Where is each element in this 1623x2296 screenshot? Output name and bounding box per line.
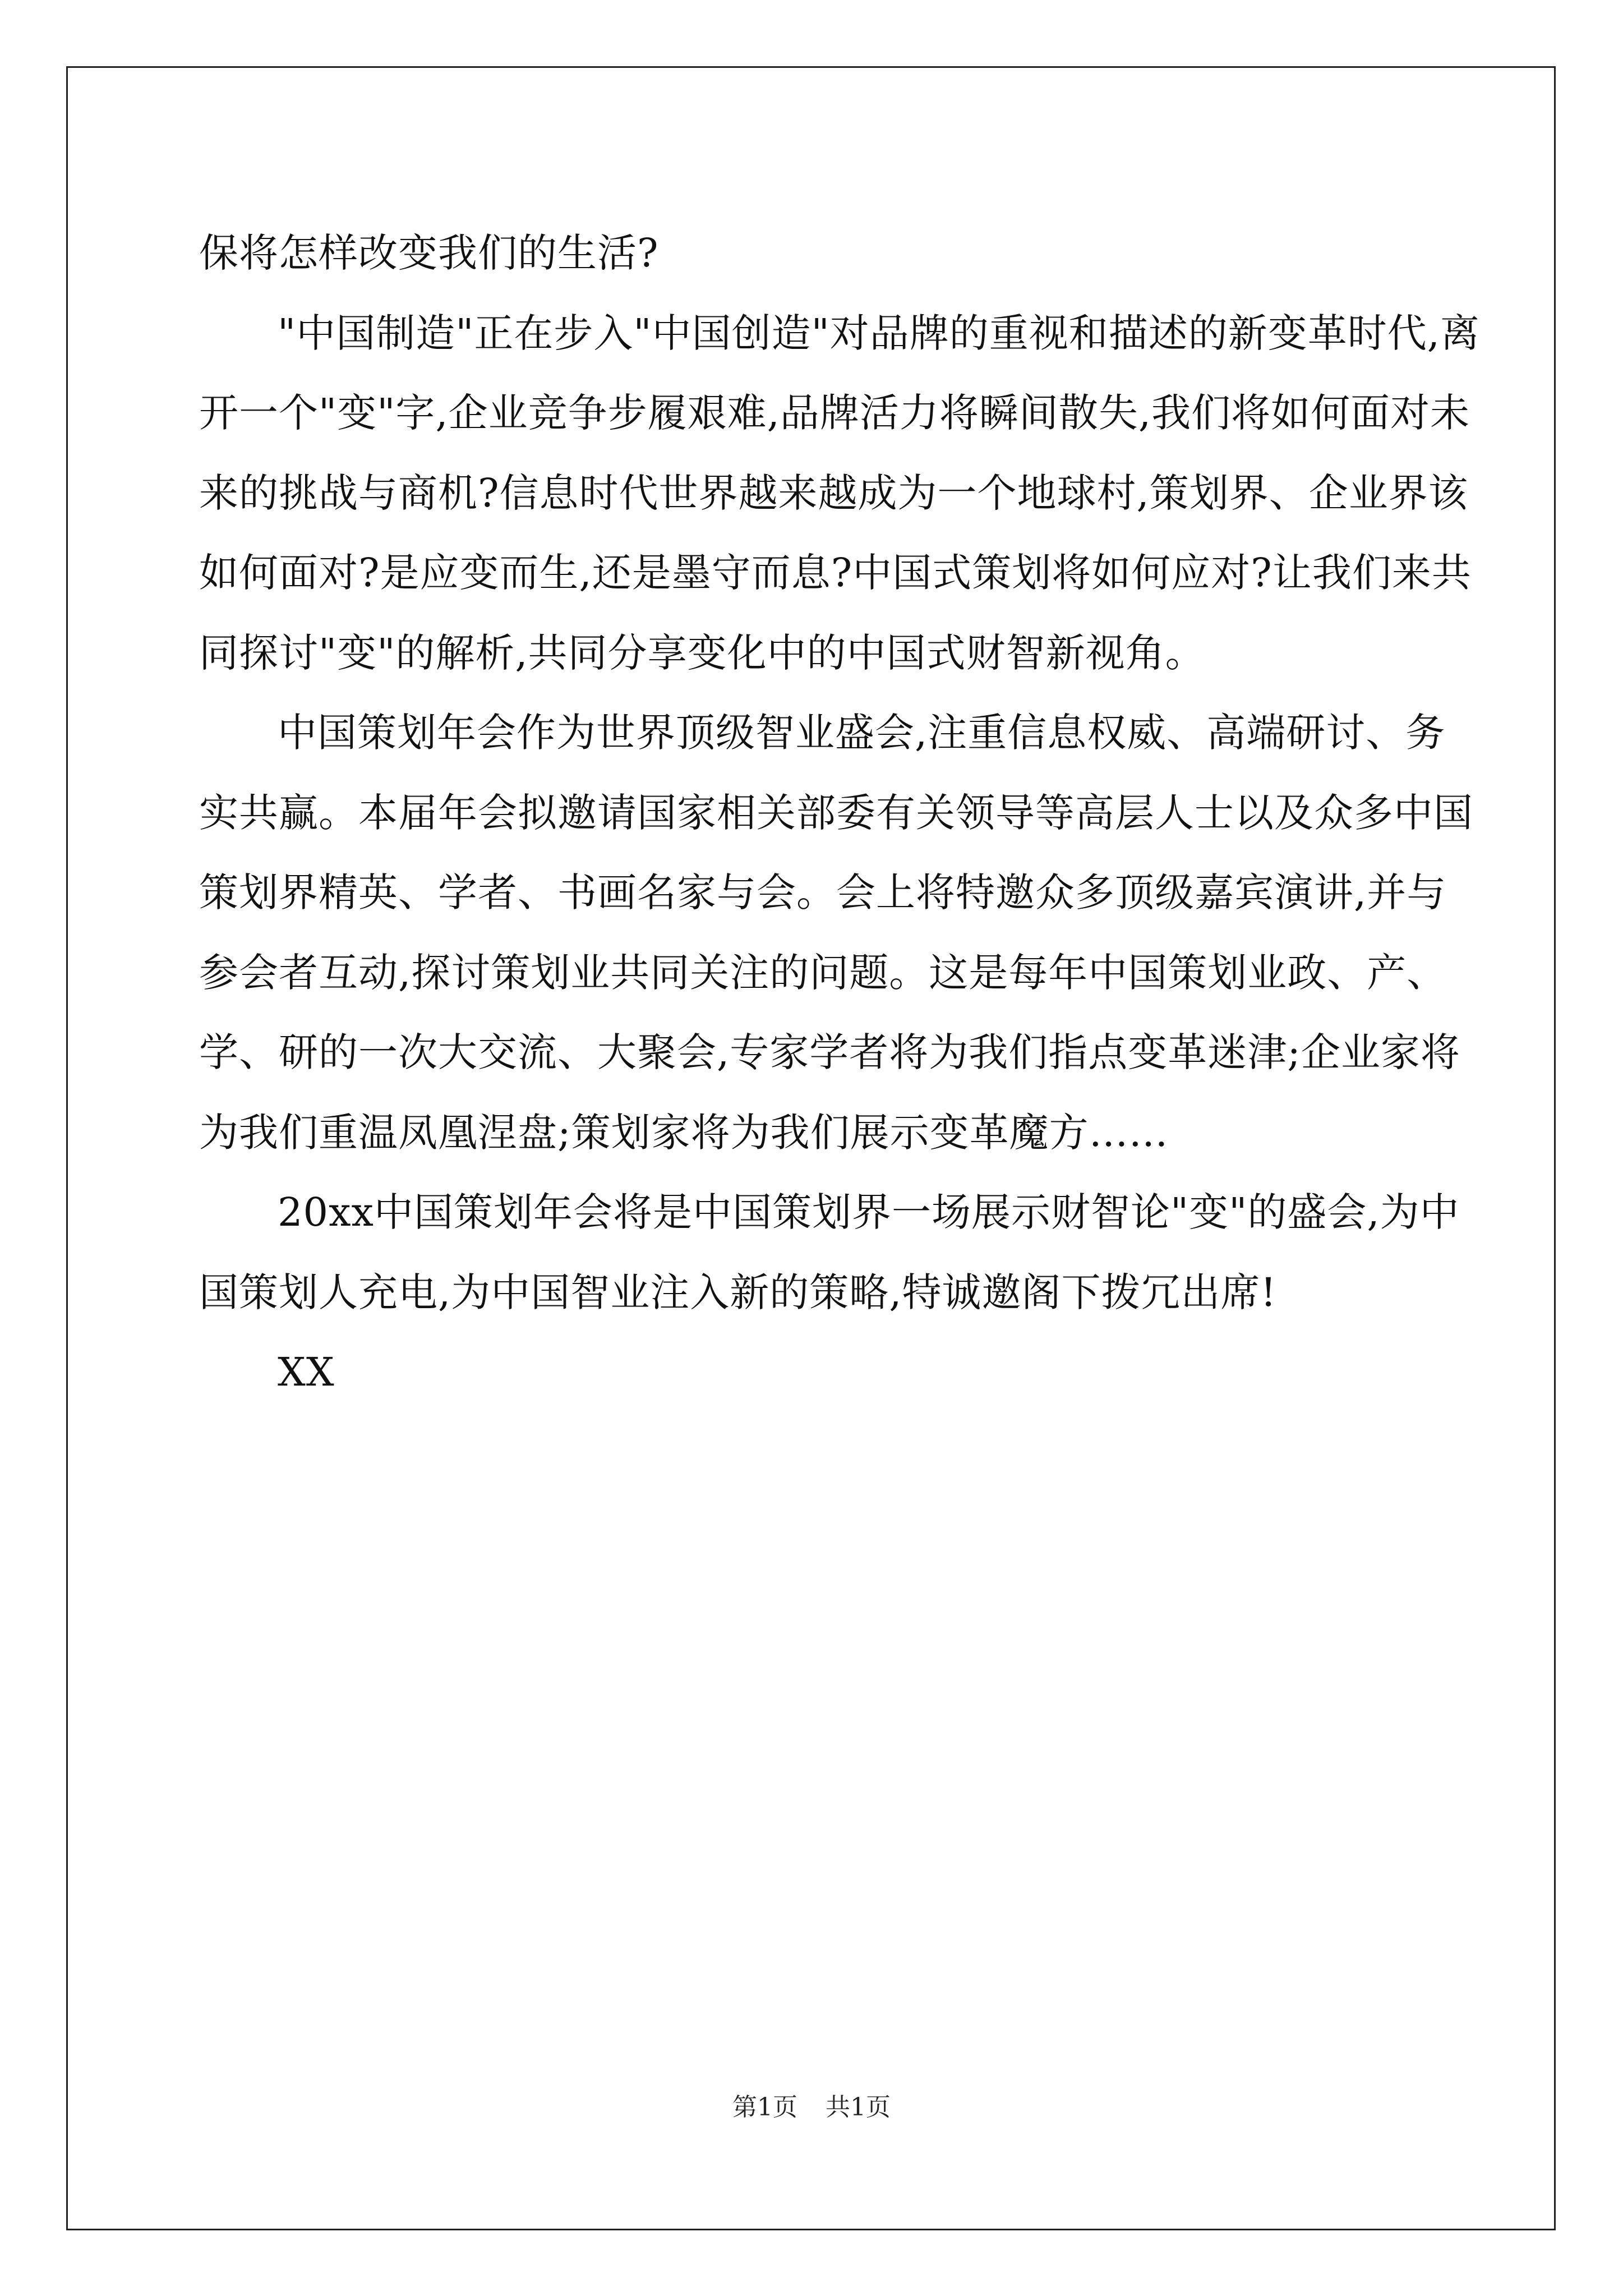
page-number: 第1页 [732,2093,797,2122]
page-footer [0,2087,1623,2123]
document-body [199,213,1483,1412]
paragraph-continuation: 保将怎样改变我们的生活? [199,230,659,276]
paragraph-change-era: "中国制造"正在步入"中国创造"对品牌的重视和描述的新变革时代,离开一个"变"字,企业竞争步履艰难,品牌活力将瞬间散失,我们将如何面对未来的挑战与商机?信息时代世界越来越成为一个地球村,策划界、企业界该如何面对?是应变而生,还是墨守而息?中国式策划将如何应对?让我们来共同探讨"变"的解析,共同分享变化中的中国式财智新视角。 [199,310,1481,676]
paragraph-invitation: 20xx中国策划年会将是中国策划界一场展示财智论"变"的盛会,为中国策划人充电,为中国智业注入新的策略,特诚邀阁下拨冗出席! [199,1189,1460,1315]
signature: XX [278,1349,335,1395]
paragraph-annual-meeting: 中国策划年会作为世界顶级智业盛会,注重信息权威、高端研讨、务实共赢。本届年会拟邀请国家相关部委有关领导等高层人士以及众多中国策划界精英、学者、书画名家与会。会上将特邀众多顶级嘉宾演讲,并与参会者互动,探讨策划业共同关注的问题。这是每年中国策划业政、产、学、研的一次大交流、大聚会,专家学者将为我们指点变革迷津;企业家将为我们重温凤凰涅盘;策划家将为我们展示变革魔方…… [199,710,1473,1156]
page-total: 共1页 [826,2093,891,2122]
